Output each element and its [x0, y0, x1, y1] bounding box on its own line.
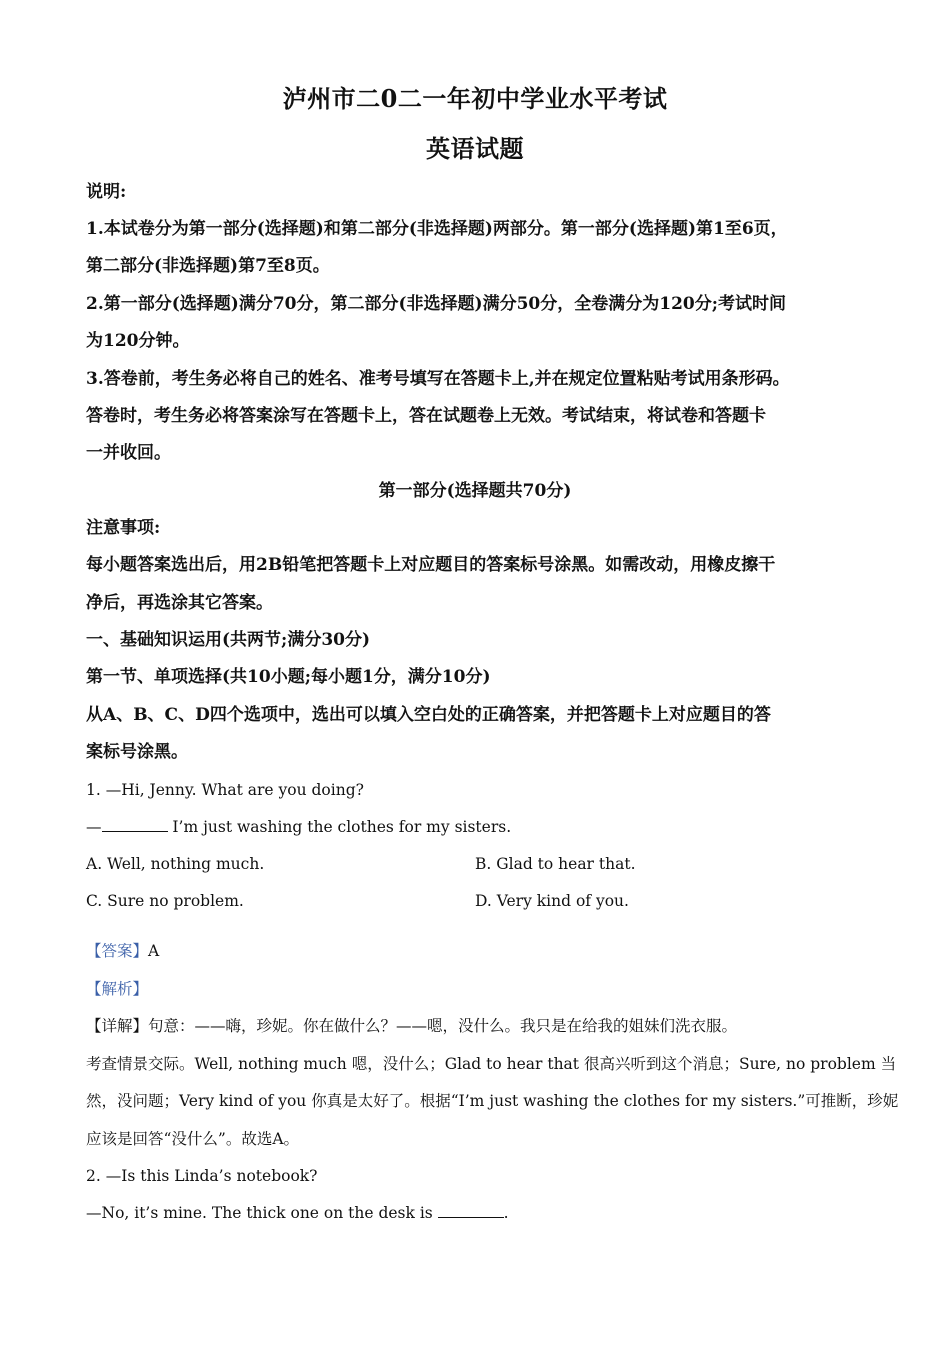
q1-response-suffix: I’m just washing the clothes for my sisters.	[167, 818, 512, 836]
q1-option-a: A. Well, nothing much.	[86, 855, 265, 873]
q1-option-b: B. Glad to hear that.	[475, 855, 636, 873]
q2-blank	[438, 1203, 504, 1218]
q1-option-c: C. Sure no problem.	[86, 892, 244, 910]
instruction-3-line-3: 一并收回。	[86, 443, 171, 463]
notice-line-2: 净后，再选涂其它答案。	[86, 593, 273, 613]
q2-response	[86, 1201, 509, 1225]
exam-title: 泸州市二0二一年初中学业水平考试	[282, 84, 668, 113]
instruction-3-line-1: 3.答卷前，考生务必将自己的姓名、准考号填写在答题卡上,并在规定位置粘贴考试用条形码。	[86, 369, 790, 389]
q1-prompt: 1. —Hi, Jenny. What are you doing?	[86, 781, 364, 799]
q2-prompt: 2. —Is this Linda’s notebook?	[86, 1167, 318, 1185]
instruction-3-line-2: 答卷时，考生务必将答案涂写在答题卡上，答在试题卷上无效。考试结束，将试卷和答题卡	[86, 406, 766, 426]
subsection-title: 第一节、单项选择(共10小题;每小题1分，满分10分)	[86, 667, 491, 687]
instruction-1-line-1: 1.本试卷分为第一部分(选择题)和第二部分(非选择题)两部分。第一部分(选择题)第1至6页，	[86, 219, 788, 239]
q1-detail-label: 【详解】	[86, 1017, 149, 1035]
exam-subtitle: 英语试题	[426, 134, 524, 163]
q1-explain-line-1: 考查情景交际。Well, nothing much 嗯，没什么；Glad to hear that 很高兴听到这个消息；Sure, no problem 当	[86, 1055, 897, 1073]
q1-response-prefix: —	[86, 818, 102, 836]
notice-line-1: 每小题答案选出后，用2B铅笔把答题卡上对应题目的答案标号涂黑。如需改动，用橡皮擦干	[86, 555, 776, 575]
instruction-2-line-2: 为120分钟。	[86, 331, 190, 351]
q1-answer-value: A	[148, 942, 160, 960]
q1-blank	[102, 817, 168, 832]
q1-explain-line-2: 然，没问题；Very kind of you 你真是太好了。根据“I’m just washing the clothes for my sisters.”可推断，珍妮	[86, 1092, 899, 1110]
q2-response-prefix: —No, it’s mine. The thick one on the desk is	[86, 1204, 438, 1222]
direction-line-1: 从A、B、C、D四个选项中，选出可以填入空白处的正确答案，并把答题卡上对应题目的答	[86, 705, 771, 725]
q1-option-d: D. Very kind of you.	[475, 892, 629, 910]
q1-detail	[86, 1014, 737, 1038]
part1-heading: 第一部分(选择题共70分)	[378, 481, 572, 501]
q2-response-suffix: .	[503, 1204, 509, 1222]
q1-analysis-label: 【解析】	[86, 980, 149, 998]
notice-label: 注意事项:	[86, 518, 161, 538]
q1-detail-text: 句意：——嗨，珍妮。你在做什么？——嗯，没什么。我只是在给我的姐妹们洗衣服。	[148, 1017, 738, 1035]
instructions-label: 说明:	[86, 182, 127, 202]
q1-answer	[86, 939, 159, 963]
instruction-1-line-2: 第二部分(非选择题)第7至8页。	[86, 256, 330, 276]
q1-answer-label: 【答案】	[86, 942, 149, 960]
section-title: 一、基础知识运用(共两节;满分30分)	[86, 630, 371, 650]
instruction-2-line-1: 2.第一部分(选择题)满分70分，第二部分(非选择题)满分50分，全卷满分为120分;考试时间	[86, 294, 786, 314]
direction-line-2: 案标号涂黑。	[86, 742, 188, 762]
q1-explain-line-3: 应该是回答“没什么”。故选A。	[86, 1130, 300, 1148]
q1-response	[86, 815, 511, 839]
